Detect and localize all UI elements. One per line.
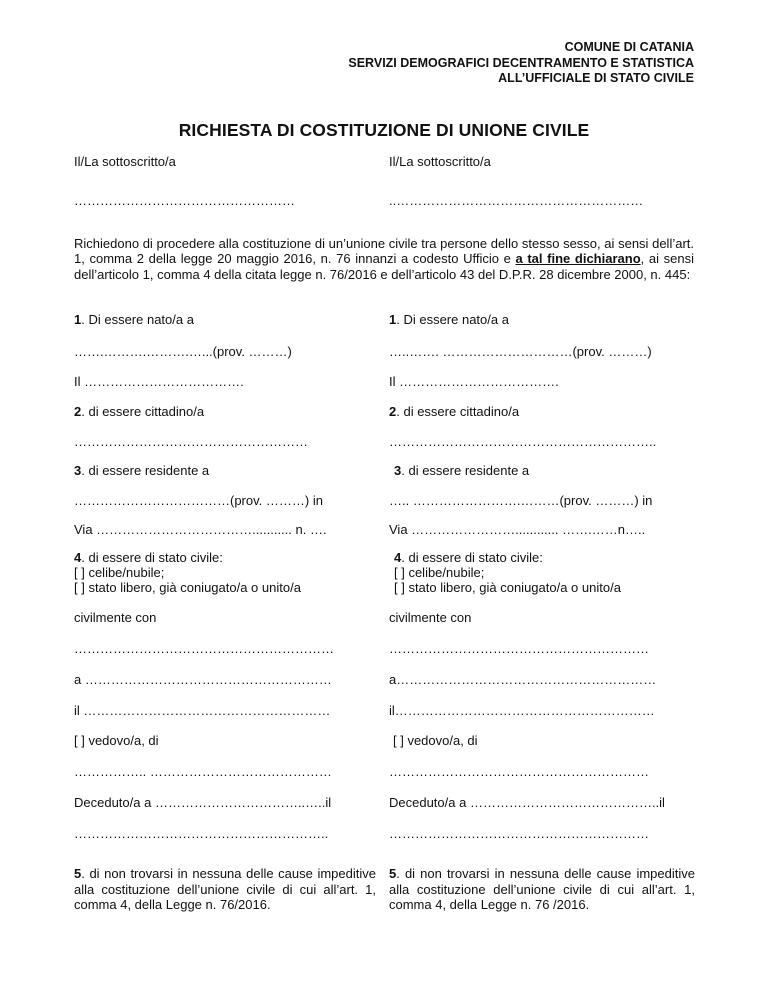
right-birth-text: . Di essere nato/a a — [396, 312, 509, 327]
left-date-field[interactable]: il ………………………………………………… — [74, 703, 331, 718]
right-residence-label — [394, 463, 529, 478]
left-res-text: . di essere residente a — [81, 463, 210, 478]
left-residence-label — [74, 463, 209, 478]
left-citizenship-label — [74, 404, 204, 419]
intro-emphasis: a tal fine dichiarano — [515, 251, 641, 267]
left-signer-label: Il/La sottoscritto/a — [74, 154, 176, 169]
left-cit-num: 2 — [74, 404, 82, 419]
right-option-single[interactable]: [ ] celibe/nubile; — [394, 565, 485, 580]
intro-text-1: Richiedono di procedere alla costituzione di un’unione civile tra persone dello stesso sesso, ai sensi dell’art. 1, comma 2 della legge 20 maggio 2016, n. 76 innanzi a codesto Ufficio e — [74, 236, 694, 267]
right-signer-label: Il/La sottoscritto/a — [389, 154, 491, 169]
right-address-field[interactable]: Via ……………………............ …….……n….. — [389, 522, 646, 537]
right-final-declaration — [389, 866, 695, 913]
left-residence-field[interactable]: ………………………………(prov. ………) in — [74, 493, 323, 508]
right-res-text: . di essere residente a — [401, 463, 530, 478]
right-birth-field[interactable]: …..……. …………………………(prov. ………) — [389, 344, 652, 359]
right-final-num: 5 — [389, 866, 397, 881]
right-stato-text: . di essere di stato civile: — [401, 550, 543, 565]
right-widowed-field[interactable]: …………………………………………………… — [389, 764, 649, 779]
right-widowed-option[interactable]: [ ] vedovo/a, di — [393, 733, 478, 748]
right-civilly-with-field[interactable]: …………………………………………………… — [389, 641, 649, 656]
left-birth-num: 1 — [74, 312, 82, 327]
right-residence-field[interactable]: ….. …………………….………(prov. ………) in — [389, 493, 653, 508]
left-civil-status — [74, 550, 301, 595]
left-stato-text: . di essere di stato civile: — [81, 550, 223, 565]
left-stato-num: 4 — [74, 550, 82, 565]
right-citizenship-field[interactable]: …………………………………………………….. — [389, 434, 657, 449]
document-title: RICHIESTA DI COSTITUZIONE DI UNIONE CIVILE — [178, 120, 590, 140]
right-civilly-with-label: civilmente con — [389, 610, 472, 625]
header-line-3: ALL’UFFICIALE DI STATO CIVILE — [498, 71, 694, 85]
left-option-single[interactable]: [ ] celibe/nubile; — [74, 565, 165, 580]
left-widowed-option[interactable]: [ ] vedovo/a, di — [74, 733, 159, 748]
right-final-text: . di non trovarsi in nessuna delle cause impeditive alla costituzione dell’unione civile di cui all’art. 1, comma 4, della Legge n. 76 /2016. — [389, 866, 695, 912]
right-option-free[interactable]: [ ] stato libero, già coniugato/a o unito/a — [394, 580, 621, 595]
left-final-num: 5 — [74, 866, 82, 881]
header-line-2: SERVIZI DEMOGRAFICI DECENTRAMENTO E STATISTICA — [348, 55, 694, 70]
left-widowed-field[interactable]: …………….. …………………………………… — [74, 764, 332, 779]
right-date-field[interactable]: il…………………………………………………… — [389, 703, 655, 718]
left-cit-text: . di essere cittadino/a — [81, 404, 205, 419]
left-final-declaration — [74, 866, 376, 913]
left-final-text: . di non trovarsi in nessuna delle cause impeditive alla costituzione dell’unione civile di cui all’art. 1, comma 4, della Legge n. 76/2016. — [74, 866, 376, 912]
left-birth-label — [74, 312, 194, 327]
right-deceased-extra-field[interactable]: …………………………………………………… — [389, 826, 649, 841]
right-birth-label — [389, 312, 509, 327]
left-citizenship-field[interactable]: ……………………………………………… — [74, 434, 308, 449]
right-birth-num: 1 — [389, 312, 397, 327]
left-birth-text: . Di essere nato/a a — [81, 312, 194, 327]
right-cit-text: . di essere cittadino/a — [396, 404, 520, 419]
left-place-field[interactable]: a ………………………………………………… — [74, 672, 332, 687]
right-deceased-field[interactable]: Deceduto/a a ……………………………………..il — [389, 795, 665, 810]
right-civil-status — [394, 550, 621, 595]
left-option-free[interactable]: [ ] stato libero, già coniugato/a o unito/a — [74, 580, 301, 595]
right-res-num: 3 — [394, 463, 402, 478]
right-cit-num: 2 — [389, 404, 397, 419]
office-header — [348, 40, 694, 87]
left-civilly-with-field[interactable]: …………………………………………………… — [74, 641, 334, 656]
left-address-field[interactable]: Via ………………………………........... n. …. — [74, 522, 327, 537]
left-deceased-extra-field[interactable]: ………………………………………………….. — [74, 826, 329, 841]
right-place-field[interactable]: a…………………………………………………… — [389, 672, 657, 687]
right-stato-label — [394, 550, 621, 565]
header-line-1: COMUNE DI CATANIA — [564, 40, 694, 54]
left-birth-field[interactable]: …….……….……….…...(prov. ………) — [74, 344, 292, 359]
intro-text-2: , ai sensi dell’articolo 1, comma 4 della citata legge n. 76/2016 e dell’articolo 43 del D.P.R. 28 dicembre 2000, n. 445: — [74, 251, 694, 282]
right-stato-num: 4 — [394, 550, 402, 565]
left-res-num: 3 — [74, 463, 82, 478]
right-citizenship-label — [389, 404, 519, 419]
left-birth-date-field[interactable]: Il ………………………………. — [74, 374, 244, 389]
right-birth-date-field[interactable]: Il ………………………………. — [389, 374, 559, 389]
left-stato-label — [74, 550, 301, 565]
left-deceased-field[interactable]: Deceduto/a a ……………………………..…..il — [74, 795, 332, 810]
left-signer-field[interactable]: …………………………………………… — [74, 193, 295, 208]
intro-paragraph — [74, 236, 694, 282]
right-signer-field[interactable]: ..………………………………………………… — [389, 193, 644, 208]
left-civilly-with-label: civilmente con — [74, 610, 157, 625]
